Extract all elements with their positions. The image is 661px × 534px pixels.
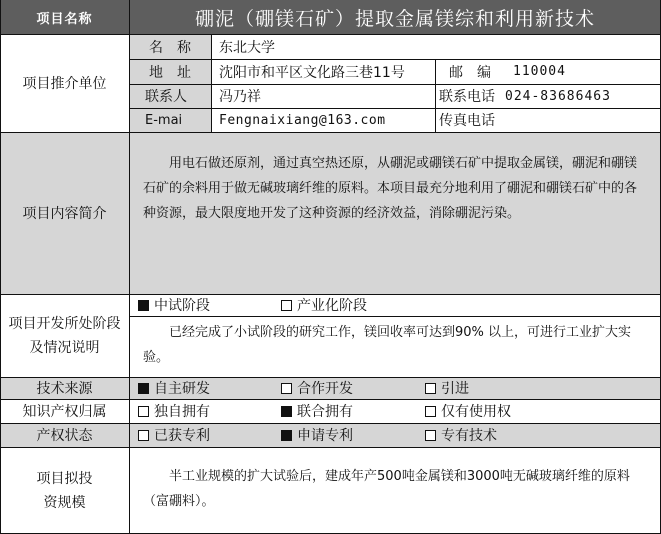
grid-line — [0, 447, 661, 448]
name-value: 东北大学 — [219, 39, 275, 56]
postcode-value: 110004 — [513, 64, 566, 79]
grid-line — [211, 34, 212, 132]
project-name-label: 项目名称 — [0, 0, 129, 34]
phone-value: 024-83686463 — [505, 88, 611, 104]
ip-ownership-option-joint[interactable]: 联合拥有 — [281, 399, 353, 423]
content-label: 项目内容简介 — [0, 132, 129, 294]
grid-line — [0, 399, 661, 400]
ip-status-option-patented[interactable]: 已获专利 — [138, 423, 210, 447]
grid-line — [0, 132, 661, 133]
contact-label: 联系人 — [129, 84, 211, 108]
email-value: Fengnaixiang@163.com — [219, 112, 386, 128]
ip-status-option-proprietary[interactable]: 专有技术 — [425, 423, 497, 447]
stage-label: 项目开发所处阶段及情况说明 — [8, 315, 121, 356]
grid-line — [129, 316, 661, 317]
checkbox-icon — [138, 406, 149, 417]
stage-option-pilot[interactable]: 中试阶段 — [138, 294, 210, 316]
grid-line — [0, 34, 661, 35]
grid-line — [435, 59, 436, 132]
stage-option-industrial[interactable]: 产业化阶段 — [281, 294, 367, 316]
checkbox-icon — [281, 300, 292, 311]
checkbox-icon — [281, 383, 292, 394]
tech-source-options — [129, 377, 661, 399]
checkbox-icon — [138, 430, 149, 441]
phone-label: 联系电话 — [439, 89, 495, 105]
fax-label: 传真电话 — [439, 113, 495, 129]
checkbox-icon — [425, 430, 436, 441]
checked-box-icon — [138, 383, 149, 394]
address-value: 沈阳市和平区文化路三巷11号 — [219, 64, 405, 81]
postcode — [435, 59, 661, 84]
ip-status-options — [129, 423, 661, 447]
grid-line — [0, 294, 661, 295]
ip-ownership-options — [129, 399, 661, 423]
ip-ownership-option-sole[interactable]: 独自拥有 — [138, 399, 210, 423]
ip-status-option-applying[interactable]: 申请专利 — [281, 423, 353, 447]
checkbox-icon — [425, 406, 436, 417]
grid-line — [129, 0, 130, 534]
grid-line — [0, 377, 661, 378]
ip-ownership-label: 知识产权归属 — [22, 404, 107, 420]
address-label: 地 址 — [129, 59, 211, 84]
grid-line — [0, 423, 661, 424]
scale-label: 项目拟投资规模 — [36, 470, 93, 511]
tech-source-option-import[interactable]: 引进 — [425, 377, 469, 399]
grid-line — [129, 59, 661, 60]
checked-box-icon — [281, 406, 292, 417]
stage-options — [129, 294, 661, 316]
unit-label: 项目推介单位 — [22, 76, 107, 92]
name-label: 名 称 — [129, 34, 211, 59]
ip-status-label: 产权状态 — [0, 423, 129, 447]
scale-text: 半工业规模的扩大试验后，建成年产500吨金属镁和3000吨无碱玻璃纤维的原料（富硼料）。 — [143, 468, 630, 509]
content-text: 用电石做还原剂，通过真空热还原，从硼泥或硼镁石矿中提取金属镁，硼泥和硼镁石矿的余料用于做无碱玻璃纤维的原料。本项目最充分地利用了硼泥和硼镁石矿中的各种资源，最大限度地开发了这种资源的经济效益，消除硼泥污染。 — [129, 132, 661, 294]
phone — [435, 84, 661, 108]
grid-line — [129, 84, 661, 85]
email-label: E-mai — [129, 108, 211, 132]
contact-value: 冯乃祥 — [219, 89, 261, 105]
tech-source-label: 技术来源 — [0, 377, 129, 399]
checked-box-icon — [281, 430, 292, 441]
tech-source-option-own[interactable]: 自主研发 — [138, 377, 210, 399]
stage-text: 已经完成了小试阶段的研究工作，镁回收率可达到90% 以上，可进行工业扩大实验。 — [143, 325, 632, 365]
project-title: 硼泥（硼镁石矿）提取金属镁综和利用新技术 — [129, 0, 661, 34]
grid-line — [129, 108, 661, 109]
checkbox-icon — [425, 383, 436, 394]
grid-line — [0, 0, 1, 534]
ip-ownership-option-license[interactable]: 仅有使用权 — [425, 399, 511, 423]
postcode-label: 邮 编 — [449, 64, 491, 81]
checked-box-icon — [138, 300, 149, 311]
tech-source-option-coop[interactable]: 合作开发 — [281, 377, 353, 399]
